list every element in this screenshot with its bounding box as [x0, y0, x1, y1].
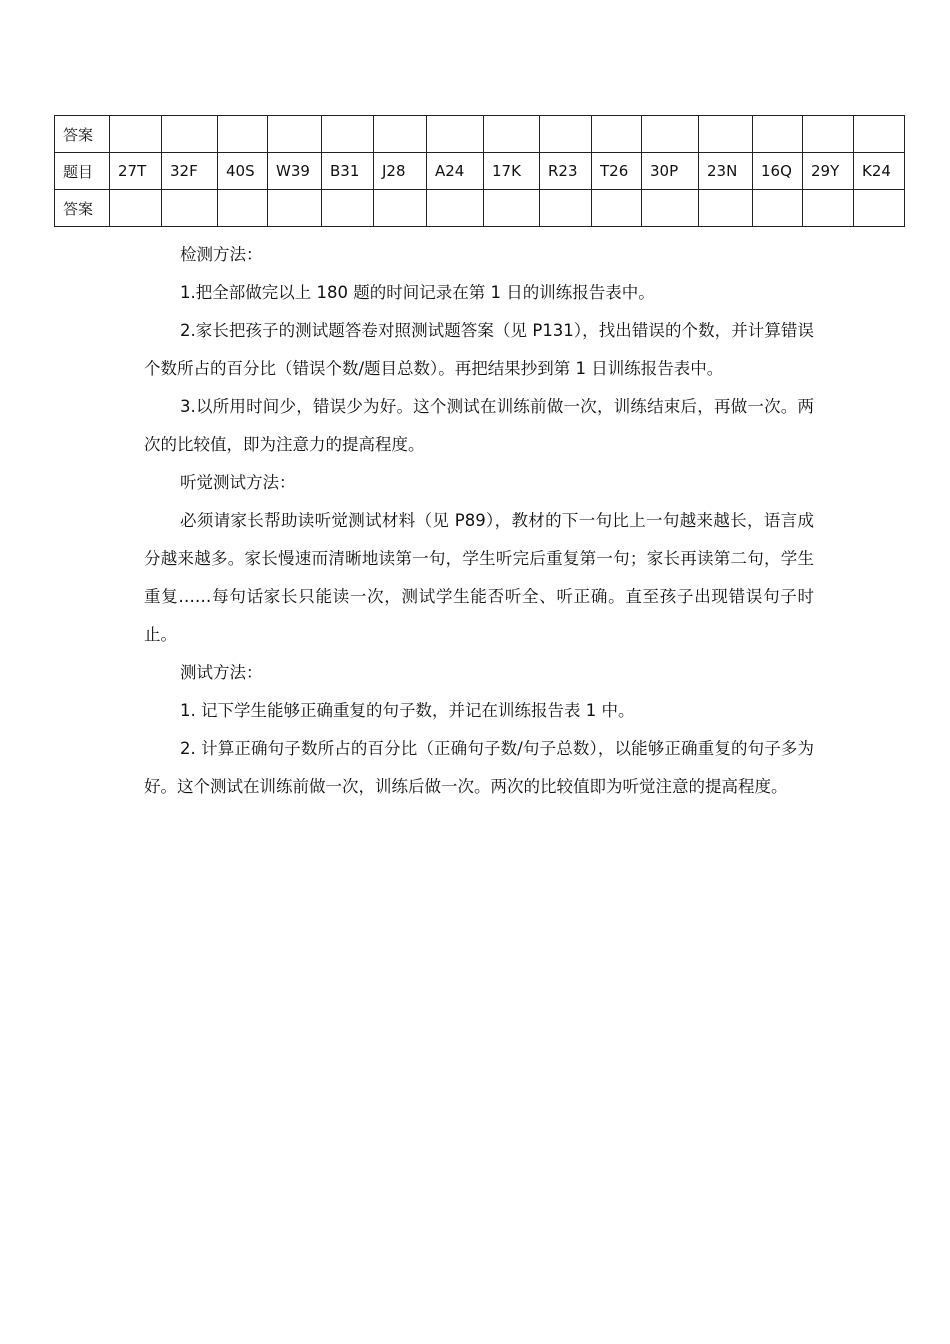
- heading-auditory-method: 听觉测试方法：: [180, 473, 296, 492]
- test-step-1: 1. 记下学生能够正确重复的句子数，并记在训练报告表 1 中。: [180, 701, 635, 720]
- row-label: 题目: [55, 153, 110, 190]
- answer-cell: [540, 190, 592, 227]
- answer-cell: [374, 116, 427, 153]
- answer-cell: [592, 116, 642, 153]
- question-cell: 17K: [484, 153, 540, 190]
- question-cell: 30P: [642, 153, 699, 190]
- check-step-3: 3.以所用时间少，错误少为好。这个测试在训练前做一次，训练结束后，再做一次。两次的比较值，即为注意力的提高程度。: [144, 397, 814, 454]
- answer-cell: [803, 190, 854, 227]
- answer-cell: [218, 190, 268, 227]
- answer-cell: [110, 190, 162, 227]
- question-cell: 27T: [110, 153, 162, 190]
- table-row: [55, 190, 905, 227]
- answer-cell: [854, 116, 905, 153]
- answer-cell: [699, 190, 753, 227]
- heading-check-method: 检测方法：: [180, 245, 263, 264]
- answer-cell: [753, 190, 803, 227]
- question-cell: R23: [540, 153, 592, 190]
- question-cell: B31: [322, 153, 374, 190]
- answer-cell: [110, 116, 162, 153]
- auditory-description: 必须请家长帮助读听觉测试材料（见 P89），教材的下一句比上一句越来越长，语言成分越来越多。家长慢速而清晰地读第一句，学生听完后重复第一句；家长再读第二句，学生重复……每句话家长只能读一次，测试学生能否听全、听正确。直至孩子出现错误句子时止。: [144, 511, 814, 644]
- answer-cell: [218, 116, 268, 153]
- answer-cell: [642, 116, 699, 153]
- answer-cell: [753, 116, 803, 153]
- answer-cell: [162, 116, 218, 153]
- question-cell: K24: [854, 153, 905, 190]
- answer-cell: [699, 116, 753, 153]
- answer-cell: [803, 116, 854, 153]
- answer-cell: [592, 190, 642, 227]
- check-step-1: 1.把全部做完以上 180 题的时间记录在第 1 日的训练报告表中。: [180, 283, 655, 302]
- question-cell: 16Q: [753, 153, 803, 190]
- test-step-2: 2. 计算正确句子数所占的百分比（正确句子数/句子总数），以能够正确重复的句子多为好。这个测试在训练前做一次，训练后做一次。两次的比较值即为听觉注意的提高程度。: [144, 739, 814, 796]
- question-cell: 23N: [699, 153, 753, 190]
- answer-cell: [374, 190, 427, 227]
- question-cell: W39: [268, 153, 322, 190]
- question-cell: J28: [374, 153, 427, 190]
- check-step-2: 2.家长把孩子的测试题答卷对照测试题答案（见 P131），找出错误的个数，并计算错误个数所占的百分比（错误个数/题目总数）。再把结果抄到第 1 日训练报告表中。: [144, 321, 814, 378]
- answer-cell: [540, 116, 592, 153]
- table-row: [55, 116, 905, 153]
- answer-table: [54, 115, 905, 227]
- answer-cell: [484, 116, 540, 153]
- answer-cell: [484, 190, 540, 227]
- answer-cell: [322, 116, 374, 153]
- answer-cell: [854, 190, 905, 227]
- heading-test-method: 测试方法：: [180, 663, 263, 682]
- row-label: 答案: [55, 190, 110, 227]
- row-label: 答案: [55, 116, 110, 153]
- answer-cell: [322, 190, 374, 227]
- answer-cell: [642, 190, 699, 227]
- question-cell: T26: [592, 153, 642, 190]
- answer-cell: [427, 190, 484, 227]
- question-cell: 29Y: [803, 153, 854, 190]
- question-cell: 40S: [218, 153, 268, 190]
- answer-cell: [162, 190, 218, 227]
- answer-cell: [427, 116, 484, 153]
- question-cell: 32F: [162, 153, 218, 190]
- answer-cell: [268, 190, 322, 227]
- question-cell: A24: [427, 153, 484, 190]
- instructions-text: [144, 236, 814, 806]
- table-row: [55, 153, 905, 190]
- answer-cell: [268, 116, 322, 153]
